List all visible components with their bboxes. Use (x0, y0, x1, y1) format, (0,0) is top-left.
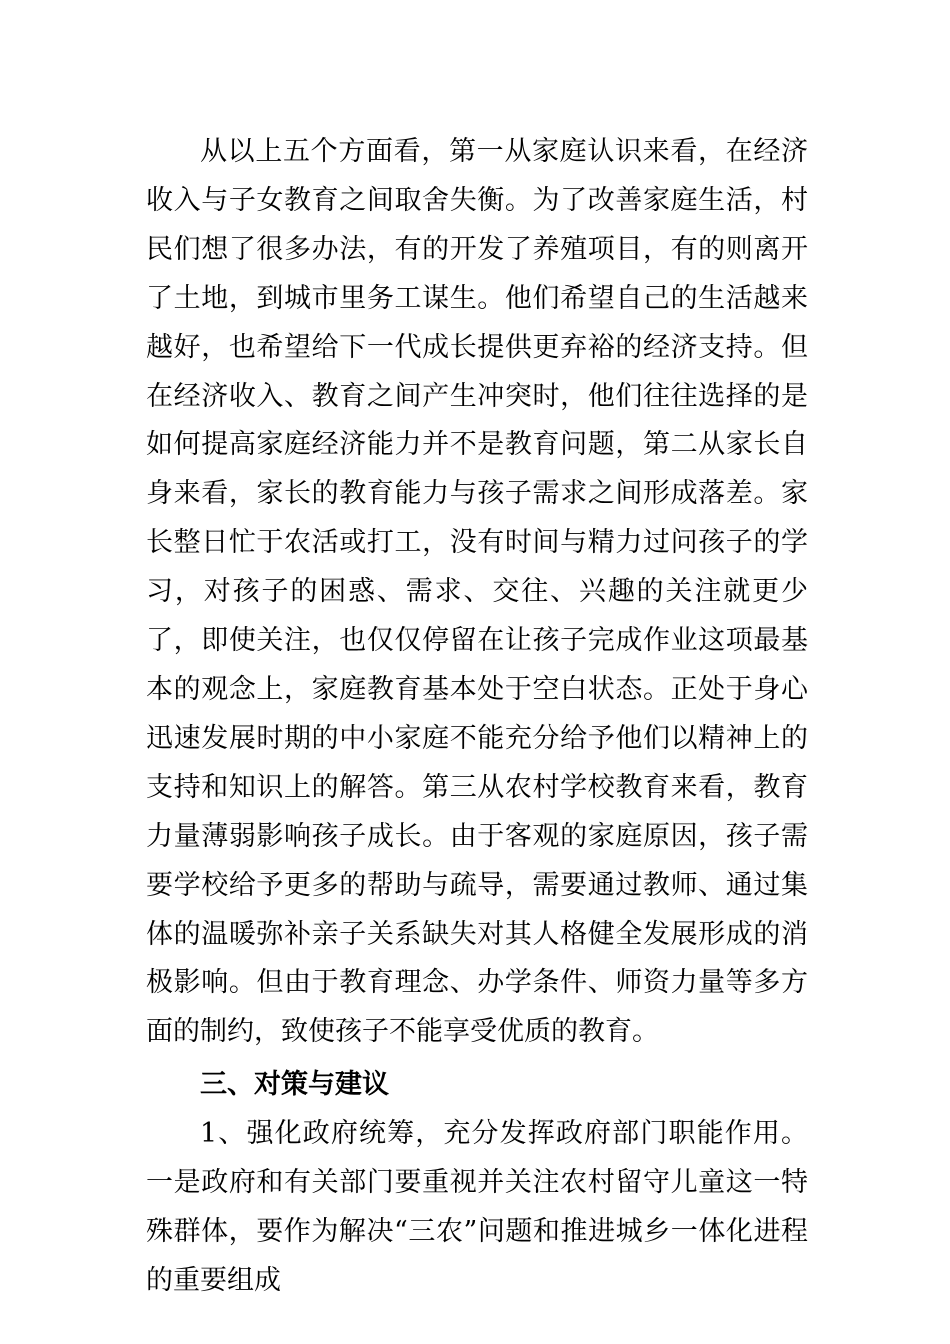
section-heading: 三、对策与建议 (200, 1069, 389, 1101)
body-paragraph: 从以上五个方面看，第一从家庭认识来看，在经济收入与子女教育之间取舍失衡。为了改善家庭生活，村民们想了很多办法，有的开发了养殖项目，有的则离开了土地，到城市里务工谋生。他们希望自己的生活越来越好，也希望给下一代成长提供更弃裕的经济支持。但在经济收入、教育之间产生冲突时，他们往往选择的是如何提高家庭经济能力并不是教育问题，第二从家长自身来看，家长的教育能力与孩子需求之间形成落差。家长整日忙于农活或打工，没有时间与精力过问孩子的学习，对孩子的困惑、需求、交往、兴趣的关注就更少了，即使关注，也仅仅停留在让孩子完成作业这项最基本的观念上，家庭教育基本处于空白状态。正处于身心迅速发展时期的中小家庭不能充分给予他们以精神上的支持和知识上的解答。第三从农村学校教育来看，教育力量薄弱影响孩子成长。由于客观的家庭原因，孩子需要学校给予更多的帮助与疏导，需要通过教师、通过集体的温暖弥补亲子关系缺失对其人格健全发展形成的消极影响。但由于教育理念、办学条件、师资力量等多方面的制约，致使孩子不能享受优质的教育。 (146, 136, 808, 1048)
body-paragraph-countermeasure-1: 1、强化政府统筹，充分发挥政府部门职能作用。一是政府和有关部门要重视并关注农村留守儿童这一特殊群体，要作为解决“三农”问题和推进城乡一体化进程的重要组成 (146, 1118, 808, 1296)
document-body (146, 128, 808, 1306)
